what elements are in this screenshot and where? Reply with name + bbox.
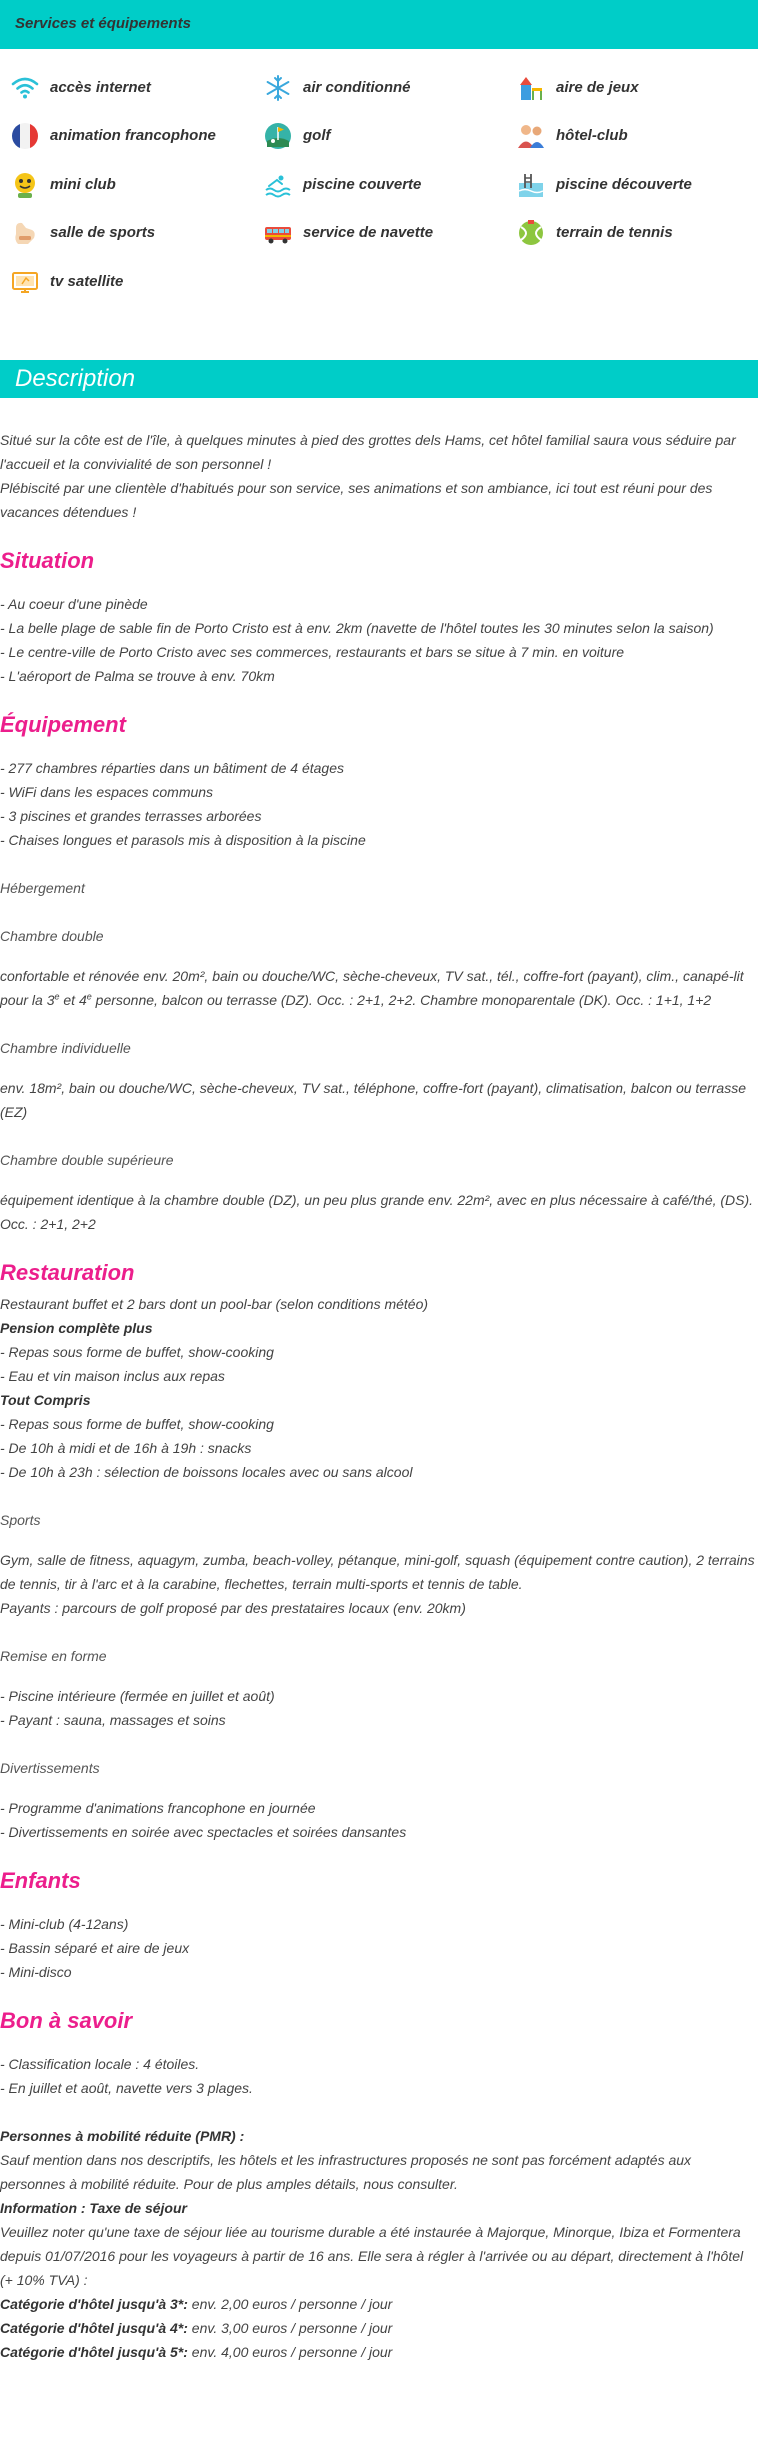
- list-item: - La belle plage de sable fin de Porto Cristo est à env. 2km (navette de l'hôtel toutes les 30 minutes selon la saison): [0, 620, 714, 636]
- room-block: [0, 1148, 758, 1236]
- bon-a-savoir-section: [0, 2006, 758, 2364]
- restauration-section: [0, 1258, 758, 1844]
- service-label: animation francophone: [50, 127, 216, 145]
- services-grid: [0, 49, 758, 307]
- list-item: - Divertissements en soirée avec spectacles et soirées dansantes: [0, 1824, 407, 1840]
- list-item: - Piscine intérieure (fermée en juillet et août): [0, 1688, 275, 1704]
- service-item: [263, 64, 516, 113]
- taxe-text: Veuillez noter qu'une taxe de séjour liée au tourisme durable a été instaurée à Majorque, Minorque, Ibiza et Formentera depuis 01/07/2016 pour les voyageurs à partir de 16 ans. Elle sera à régler à l'arrivée ou au départ, directement à l'hôtel (+ 10% TVA) :: [0, 2224, 744, 2288]
- section-heading: Enfants: [0, 1868, 81, 1893]
- service-label: accès internet: [50, 78, 151, 96]
- list-item: - De 10h à 23h : sélection de boissons locales avec ou sans alcool: [0, 1464, 413, 1480]
- intro-paragraph: Plébiscité par une clientèle d'habitués pour son service, ses animations et son ambiance, ici tout est réuni pour des vacances détendues !: [0, 480, 713, 520]
- service-item: [263, 209, 516, 258]
- pmr-block: [0, 2124, 758, 2364]
- sports-title: Sports: [0, 1512, 41, 1528]
- service-label: golf: [303, 127, 331, 145]
- room-text: env. 18m², bain ou douche/WC, sèche-cheveux, TV sat., téléphone, coffre-fort (payant), climatisation, balcon ou terrasse (EZ): [0, 1080, 746, 1120]
- french-flag-icon: [10, 121, 40, 151]
- list-item: - Eau et vin maison inclus aux repas: [0, 1368, 225, 1384]
- service-item: [516, 161, 758, 210]
- forme-block: [0, 1644, 758, 1732]
- list-item: - En juillet et août, navette vers 3 plages.: [0, 2080, 253, 2096]
- list-item: - Le centre-ville de Porto Cristo avec ses commerces, restaurants et bars se situe à 7 min. en voiture: [0, 644, 625, 660]
- service-item: [10, 64, 263, 113]
- description-banner: [0, 360, 758, 398]
- service-item: [10, 161, 263, 210]
- list-item: - Mini-club (4-12ans): [0, 1916, 129, 1932]
- room-text: équipement identique à la chambre double (DZ), un peu plus grande env. 22m², avec en plus nécessaire à café/thé, (DS). Occ. : 2+1, 2+2: [0, 1192, 754, 1232]
- room-text: confortable et rénovée env. 20m², bain ou douche/WC, sèche-cheveux, TV sat., tél., coffre-fort (payant), clim., canapé-lit pour la 3e et 4e personne, balcon ou terrasse (DZ). Occ. : 2+1, 2+2. Chambre monoparentale (DK). Occ. : 1+1, 1+2: [0, 968, 744, 1008]
- room-block: [0, 924, 758, 1012]
- enfants-section: [0, 1866, 758, 1984]
- service-label: tv satellite: [50, 272, 124, 290]
- pmr-title: Personnes à mobilité réduite (PMR) :: [0, 2128, 245, 2144]
- section-heading: Situation: [0, 548, 95, 573]
- list-item: - Chaises longues et parasols mis à disposition à la piscine: [0, 832, 366, 848]
- section-heading: Restauration: [0, 1260, 135, 1285]
- section-heading: Équipement: [0, 712, 126, 737]
- list-item: - Bassin séparé et aire de jeux: [0, 1940, 190, 1956]
- tv-icon: [10, 267, 40, 297]
- gym-icon: [10, 218, 40, 248]
- service-item: [10, 112, 263, 161]
- list-item: - L'aéroport de Palma se trouve à env. 70km: [0, 668, 275, 684]
- forme-title: Remise en forme: [0, 1648, 107, 1664]
- list-item: - 3 piscines et grandes terrasses arborées: [0, 808, 262, 824]
- divertissements-block: [0, 1756, 758, 1844]
- room-title: Chambre double: [0, 928, 104, 944]
- service-label: aire de jeux: [556, 78, 639, 96]
- tennis-icon: [516, 218, 546, 248]
- mini-club-icon: [10, 170, 40, 200]
- list-item: - WiFi dans les espaces communs: [0, 784, 214, 800]
- description-title: Description: [15, 365, 136, 392]
- service-label: mini club: [50, 175, 116, 193]
- intro-paragraph: Situé sur la côte est de l'île, à quelques minutes à pied des grottes dels Hams, cet hôtel familial saura vous séduire par l'accueil et la convivialité de son personnel !: [0, 432, 736, 472]
- sports-text: Gym, salle de fitness, aquagym, zumba, beach-volley, pétanque, mini-golf, squash (équipement contre caution), 2 terrains de tennis, tir à l'arc et à la carabine, flechettes, terrain multi-sports et tennis de table.: [0, 1552, 755, 1592]
- indoor-pool-icon: [263, 170, 293, 200]
- service-label: service de navette: [303, 224, 434, 242]
- service-label: terrain de tennis: [556, 224, 673, 242]
- wifi-icon: [10, 73, 40, 103]
- taxe-title: Information : Taxe de séjour: [0, 2200, 187, 2216]
- service-item: [263, 161, 516, 210]
- situation-section: [0, 546, 758, 688]
- service-label: salle de sports: [50, 224, 156, 242]
- hebergement-label: Hébergement: [0, 880, 85, 896]
- service-item: [263, 112, 516, 161]
- services-banner: [0, 0, 758, 49]
- description-content: [0, 428, 758, 2364]
- playground-icon: [516, 73, 546, 103]
- equipement-section: [0, 710, 758, 1236]
- sports-paid: Payants : parcours de golf proposé par des prestataires locaux (env. 20km): [0, 1600, 466, 1616]
- list-item: - Repas sous forme de buffet, show-cooking: [0, 1344, 274, 1360]
- list-item: - Classification locale : 4 étoiles.: [0, 2056, 200, 2072]
- list-item: - Repas sous forme de buffet, show-cooking: [0, 1416, 274, 1432]
- list-item: - Programme d'animations francophone en journée: [0, 1800, 316, 1816]
- list-item: - 277 chambres réparties dans un bâtiment de 4 étages: [0, 760, 344, 776]
- room-block: [0, 1036, 758, 1124]
- description-intro: [0, 428, 758, 524]
- pmr-text: Sauf mention dans nos descriptifs, les hôtels et les infrastructures proposés ne sont pas forcément adaptés aux personnes à mobilité réduite. Pour de plus amples détails, nous consulter.: [0, 2152, 692, 2192]
- outdoor-pool-icon: [516, 170, 546, 200]
- service-label: piscine couverte: [303, 175, 422, 193]
- divertissements-title: Divertissements: [0, 1760, 100, 1776]
- pension-title: Pension complète plus: [0, 1320, 153, 1336]
- service-item: [516, 112, 758, 161]
- snowflake-icon: [263, 73, 293, 103]
- service-label: piscine découverte: [556, 175, 692, 193]
- services-title: Services et équipements: [15, 15, 191, 33]
- hotel-club-icon: [516, 121, 546, 151]
- list-item: - Payant : sauna, massages et soins: [0, 1712, 226, 1728]
- service-item: [516, 64, 758, 113]
- room-title: Chambre double supérieure: [0, 1152, 174, 1168]
- tout-compris-title: Tout Compris: [0, 1392, 91, 1408]
- service-label: hôtel-club: [556, 127, 628, 145]
- service-label: air conditionné: [303, 78, 411, 96]
- sports-block: [0, 1508, 758, 1620]
- taxe-category: Catégorie d'hôtel jusqu'à 3*: env. 2,00 euros / personne / jour: [0, 2296, 393, 2312]
- list-item: - De 10h à midi et de 16h à 19h : snacks: [0, 1440, 252, 1456]
- service-item: [10, 258, 263, 307]
- service-item: [10, 209, 263, 258]
- section-heading: Bon à savoir: [0, 2008, 133, 2033]
- hebergement-block: [0, 876, 758, 900]
- list-item: - Au coeur d'une pinède: [0, 596, 148, 612]
- shuttle-icon: [263, 218, 293, 248]
- list-item: - Mini-disco: [0, 1964, 72, 1980]
- golf-icon: [263, 121, 293, 151]
- taxe-category: Catégorie d'hôtel jusqu'à 4*: env. 3,00 euros / personne / jour: [0, 2320, 393, 2336]
- service-item: [516, 209, 758, 258]
- taxe-category: Catégorie d'hôtel jusqu'à 5*: env. 4,00 euros / personne / jour: [0, 2344, 393, 2360]
- restauration-intro: Restaurant buffet et 2 bars dont un pool-bar (selon conditions météo): [0, 1296, 429, 1312]
- room-title: Chambre individuelle: [0, 1040, 131, 1056]
